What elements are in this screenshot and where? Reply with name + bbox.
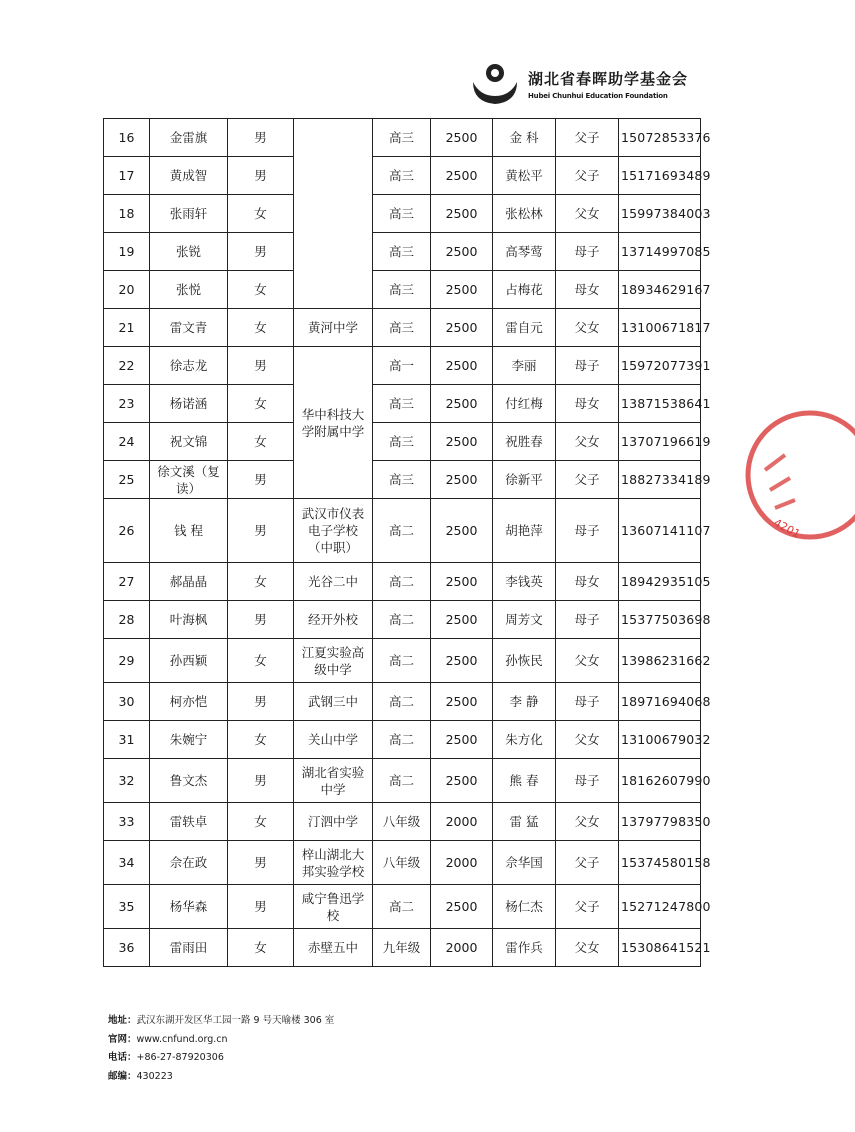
cell-school: 汀泗中学 <box>294 803 373 841</box>
cell-grade: 高三 <box>373 157 431 195</box>
cell-phone: 15072853376 <box>619 119 701 157</box>
cell-relation: 母子 <box>556 233 619 271</box>
table-row <box>104 929 701 967</box>
cell-relation: 母女 <box>556 563 619 601</box>
cell-phone: 13986231662 <box>619 639 701 683</box>
cell-phone: 15997384003 <box>619 195 701 233</box>
cell-gender: 男 <box>228 347 294 385</box>
footer-postcode <box>108 1068 334 1087</box>
cell-gender: 女 <box>228 563 294 601</box>
cell-no: 16 <box>104 119 150 157</box>
cell-no: 34 <box>104 841 150 885</box>
cell-relation: 父子 <box>556 885 619 929</box>
cell-amount: 2500 <box>431 347 493 385</box>
address-value: 武汉东湖开发区华工园一路 9 号天喻楼 306 室 <box>136 1015 335 1026</box>
cell-phone: 18971694068 <box>619 683 701 721</box>
cell-relation: 母子 <box>556 347 619 385</box>
cell-school <box>294 119 373 309</box>
cell-gender: 男 <box>228 683 294 721</box>
cell-no: 29 <box>104 639 150 683</box>
table-row <box>104 803 701 841</box>
cell-grade: 高二 <box>373 683 431 721</box>
cell-no: 19 <box>104 233 150 271</box>
cell-no: 30 <box>104 683 150 721</box>
cell-grade: 高三 <box>373 461 431 499</box>
cell-relation: 母子 <box>556 601 619 639</box>
cell-phone: 15171693489 <box>619 157 701 195</box>
cell-relation: 母子 <box>556 499 619 563</box>
cell-relation: 父子 <box>556 119 619 157</box>
table-row <box>104 157 701 195</box>
cell-name: 雷轶卓 <box>150 803 228 841</box>
cell-grade: 高三 <box>373 271 431 309</box>
cell-gender: 女 <box>228 195 294 233</box>
cell-relation: 父子 <box>556 841 619 885</box>
cell-no: 18 <box>104 195 150 233</box>
cell-name: 张悦 <box>150 271 228 309</box>
org-english-name: Hubei Chunhui Education Foundation <box>528 92 668 100</box>
cell-gender: 男 <box>228 157 294 195</box>
cell-gender: 女 <box>228 385 294 423</box>
table-row <box>104 563 701 601</box>
cell-guardian: 雷 猛 <box>493 803 556 841</box>
cell-grade: 高二 <box>373 639 431 683</box>
cell-relation: 父女 <box>556 195 619 233</box>
cell-relation: 母子 <box>556 759 619 803</box>
table-row <box>104 385 701 423</box>
cell-no: 26 <box>104 499 150 563</box>
cell-amount: 2500 <box>431 233 493 271</box>
cell-no: 32 <box>104 759 150 803</box>
cell-gender: 男 <box>228 885 294 929</box>
cell-guardian: 熊 春 <box>493 759 556 803</box>
cell-school: 黄河中学 <box>294 309 373 347</box>
phone-value: +86-27-87920306 <box>136 1052 224 1063</box>
cell-phone: 18162607990 <box>619 759 701 803</box>
cell-school: 经开外校 <box>294 601 373 639</box>
cell-guardian: 张松林 <box>493 195 556 233</box>
cell-name: 朱婉宁 <box>150 721 228 759</box>
cell-phone: 18942935105 <box>619 563 701 601</box>
cell-gender: 男 <box>228 233 294 271</box>
cell-guardian: 李丽 <box>493 347 556 385</box>
cell-grade: 高二 <box>373 759 431 803</box>
cell-guardian: 雷作兵 <box>493 929 556 967</box>
table-row <box>104 119 701 157</box>
cell-name: 柯亦恺 <box>150 683 228 721</box>
cell-name: 杨华森 <box>150 885 228 929</box>
cell-phone: 18934629167 <box>619 271 701 309</box>
cell-no: 35 <box>104 885 150 929</box>
cell-phone: 13797798350 <box>619 803 701 841</box>
cell-relation: 父女 <box>556 309 619 347</box>
cell-school: 江夏实验高级中学 <box>294 639 373 683</box>
cell-grade: 八年级 <box>373 841 431 885</box>
cell-name: 张雨轩 <box>150 195 228 233</box>
cell-relation: 父女 <box>556 721 619 759</box>
cell-no: 21 <box>104 309 150 347</box>
cell-name: 杨诺涵 <box>150 385 228 423</box>
cell-no: 24 <box>104 423 150 461</box>
cell-amount: 2500 <box>431 157 493 195</box>
table-row <box>104 841 701 885</box>
cell-phone: 13100671817 <box>619 309 701 347</box>
cell-no: 33 <box>104 803 150 841</box>
cell-grade: 九年级 <box>373 929 431 967</box>
cell-school: 华中科技大学附属中学 <box>294 347 373 499</box>
table-row <box>104 195 701 233</box>
cell-guardian: 佘华国 <box>493 841 556 885</box>
cell-amount: 2500 <box>431 385 493 423</box>
cell-gender: 女 <box>228 803 294 841</box>
table-row <box>104 423 701 461</box>
cell-school: 武钢三中 <box>294 683 373 721</box>
cell-no: 22 <box>104 347 150 385</box>
cell-phone: 15377503698 <box>619 601 701 639</box>
footer-phone <box>108 1049 334 1068</box>
seal-code: 4201 <box>771 516 803 541</box>
cell-guardian: 雷自元 <box>493 309 556 347</box>
cell-guardian: 黄松平 <box>493 157 556 195</box>
cell-relation: 父女 <box>556 639 619 683</box>
cell-name: 黄成智 <box>150 157 228 195</box>
cell-grade: 高三 <box>373 385 431 423</box>
table-row <box>104 683 701 721</box>
table-row <box>104 461 701 499</box>
cell-school: 梓山湖北大邦实验学校 <box>294 841 373 885</box>
cell-guardian: 徐新平 <box>493 461 556 499</box>
cell-amount: 2500 <box>431 271 493 309</box>
cell-grade: 高一 <box>373 347 431 385</box>
cell-guardian: 杨仁杰 <box>493 885 556 929</box>
cell-phone: 13871538641 <box>619 385 701 423</box>
cell-grade: 高三 <box>373 195 431 233</box>
cell-amount: 2500 <box>431 195 493 233</box>
table-row <box>104 601 701 639</box>
cell-relation: 父女 <box>556 803 619 841</box>
cell-phone: 13100679032 <box>619 721 701 759</box>
cell-gender: 女 <box>228 271 294 309</box>
cell-grade: 高二 <box>373 885 431 929</box>
cell-phone: 15308641521 <box>619 929 701 967</box>
cell-school: 咸宁鲁迅学校 <box>294 885 373 929</box>
cell-name: 雷文青 <box>150 309 228 347</box>
cell-gender: 男 <box>228 461 294 499</box>
cell-name: 鲁文杰 <box>150 759 228 803</box>
cell-relation: 父子 <box>556 157 619 195</box>
cell-phone: 18827334189 <box>619 461 701 499</box>
cell-amount: 2000 <box>431 841 493 885</box>
org-name: 湖北省春晖助学基金会 <box>528 70 689 88</box>
student-aid-table <box>103 118 711 967</box>
cell-school: 关山中学 <box>294 721 373 759</box>
cell-no: 17 <box>104 157 150 195</box>
cell-relation: 父女 <box>556 929 619 967</box>
foundation-logo-icon <box>470 62 520 106</box>
cell-phone: 13607141107 <box>619 499 701 563</box>
cell-gender: 男 <box>228 601 294 639</box>
cell-name: 孙西颖 <box>150 639 228 683</box>
cell-phone: 13707196619 <box>619 423 701 461</box>
cell-grade: 高三 <box>373 233 431 271</box>
cell-amount: 2500 <box>431 601 493 639</box>
cell-name: 佘在政 <box>150 841 228 885</box>
cell-school: 赤壁五中 <box>294 929 373 967</box>
cell-amount: 2500 <box>431 563 493 601</box>
cell-amount: 2500 <box>431 759 493 803</box>
cell-no: 31 <box>104 721 150 759</box>
cell-phone: 15271247800 <box>619 885 701 929</box>
cell-no: 25 <box>104 461 150 499</box>
cell-guardian: 祝胜春 <box>493 423 556 461</box>
cell-grade: 高二 <box>373 499 431 563</box>
cell-no: 20 <box>104 271 150 309</box>
cell-no: 36 <box>104 929 150 967</box>
cell-gender: 女 <box>228 639 294 683</box>
cell-grade: 高二 <box>373 601 431 639</box>
cell-gender: 男 <box>228 759 294 803</box>
cell-no: 27 <box>104 563 150 601</box>
cell-amount: 2500 <box>431 309 493 347</box>
cell-amount: 2500 <box>431 683 493 721</box>
cell-name: 钱 程 <box>150 499 228 563</box>
footer-address <box>108 1012 334 1031</box>
cell-amount: 2500 <box>431 499 493 563</box>
cell-name: 张锐 <box>150 233 228 271</box>
cell-gender: 男 <box>228 499 294 563</box>
cell-name: 徐文溪（复读） <box>150 461 228 499</box>
cell-amount: 2000 <box>431 929 493 967</box>
table-row <box>104 347 701 385</box>
cell-amount: 2500 <box>431 119 493 157</box>
cell-gender: 女 <box>228 309 294 347</box>
cell-grade: 八年级 <box>373 803 431 841</box>
postcode-value: 430223 <box>136 1070 173 1082</box>
cell-name: 郝晶晶 <box>150 563 228 601</box>
table-row <box>104 721 701 759</box>
cell-guardian: 周芳文 <box>493 601 556 639</box>
cell-relation: 父女 <box>556 423 619 461</box>
cell-no: 28 <box>104 601 150 639</box>
cell-guardian: 李 静 <box>493 683 556 721</box>
cell-grade: 高三 <box>373 119 431 157</box>
cell-guardian: 付红梅 <box>493 385 556 423</box>
website-label: 官网： <box>108 1033 137 1045</box>
cell-amount: 2000 <box>431 803 493 841</box>
cell-gender: 男 <box>228 841 294 885</box>
cell-grade: 高二 <box>373 721 431 759</box>
cell-school: 武汉市仪表电子学校（中职） <box>294 499 373 563</box>
cell-school: 湖北省实验中学 <box>294 759 373 803</box>
cell-gender: 女 <box>228 721 294 759</box>
cell-gender: 男 <box>228 119 294 157</box>
footer-contact <box>108 1012 334 1086</box>
cell-amount: 2500 <box>431 721 493 759</box>
cell-gender: 女 <box>228 423 294 461</box>
cell-name: 雷雨田 <box>150 929 228 967</box>
phone-label: 电话： <box>108 1052 137 1063</box>
table-row <box>104 759 701 803</box>
cell-relation: 母女 <box>556 385 619 423</box>
cell-name: 叶海枫 <box>150 601 228 639</box>
official-seal-stamp <box>735 400 855 550</box>
cell-amount: 2500 <box>431 885 493 929</box>
table-row <box>104 885 701 929</box>
cell-amount: 2500 <box>431 461 493 499</box>
table-row <box>104 639 701 683</box>
cell-relation: 父子 <box>556 461 619 499</box>
cell-relation: 母女 <box>556 271 619 309</box>
cell-relation: 母子 <box>556 683 619 721</box>
cell-phone: 13714997085 <box>619 233 701 271</box>
cell-guardian: 孙恢民 <box>493 639 556 683</box>
cell-phone: 15972077391 <box>619 347 701 385</box>
website-link[interactable]: www.cnfund.org.cn <box>136 1033 228 1045</box>
cell-grade: 高三 <box>373 309 431 347</box>
table-row <box>104 271 701 309</box>
cell-guardian: 金 科 <box>493 119 556 157</box>
cell-guardian: 高琴莺 <box>493 233 556 271</box>
cell-name: 徐志龙 <box>150 347 228 385</box>
cell-school: 光谷二中 <box>294 563 373 601</box>
cell-amount: 2500 <box>431 639 493 683</box>
cell-name: 金雷旗 <box>150 119 228 157</box>
cell-grade: 高二 <box>373 563 431 601</box>
cell-guardian: 胡艳萍 <box>493 499 556 563</box>
table-row <box>104 309 701 347</box>
table-row <box>104 499 701 563</box>
cell-grade: 高三 <box>373 423 431 461</box>
cell-phone: 15374580158 <box>619 841 701 885</box>
address-label: 地址： <box>108 1015 137 1026</box>
page-header <box>470 62 700 112</box>
cell-guardian: 李钱英 <box>493 563 556 601</box>
postcode-label: 邮编： <box>108 1070 137 1082</box>
cell-no: 23 <box>104 385 150 423</box>
cell-guardian: 占梅花 <box>493 271 556 309</box>
cell-amount: 2500 <box>431 423 493 461</box>
cell-name: 祝文锦 <box>150 423 228 461</box>
footer-website <box>108 1031 334 1050</box>
cell-guardian: 朱方化 <box>493 721 556 759</box>
table-row <box>104 233 701 271</box>
cell-gender: 女 <box>228 929 294 967</box>
